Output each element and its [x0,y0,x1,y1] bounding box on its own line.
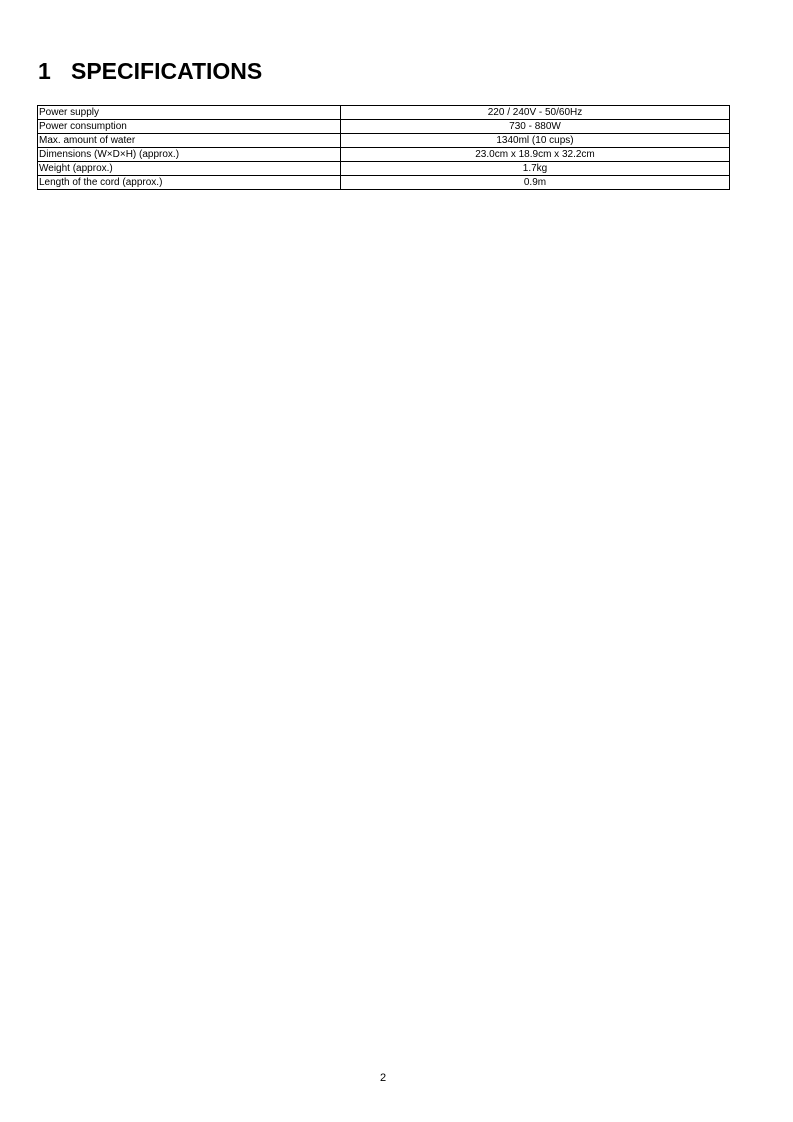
table-row [38,176,730,190]
page-number: 2 [379,1072,387,1084]
spec-value: 23.0cm x 18.9cm x 32.2cm [341,148,730,162]
spec-value: 220 / 240V - 50/60Hz [341,106,730,120]
spec-label: Power consumption [38,120,341,134]
section-heading [38,56,262,86]
spec-value: 1340ml (10 cups) [341,134,730,148]
table-row [38,120,730,134]
table-row [38,134,730,148]
specifications-table [37,105,730,190]
table-row [38,162,730,176]
spec-value: 0.9m [341,176,730,190]
spec-label: Weight (approx.) [38,162,341,176]
section-number: 1 [38,58,51,84]
spec-label: Dimensions (W×D×H) (approx.) [38,148,341,162]
spec-value: 1.7kg [341,162,730,176]
spec-label: Length of the cord (approx.) [38,176,341,190]
section-title: SPECIFICATIONS [71,58,263,84]
spec-label: Max. amount of water [38,134,341,148]
table-row [38,106,730,120]
table-row [38,148,730,162]
spec-label: Power supply [38,106,341,120]
spec-value: 730 - 880W [341,120,730,134]
